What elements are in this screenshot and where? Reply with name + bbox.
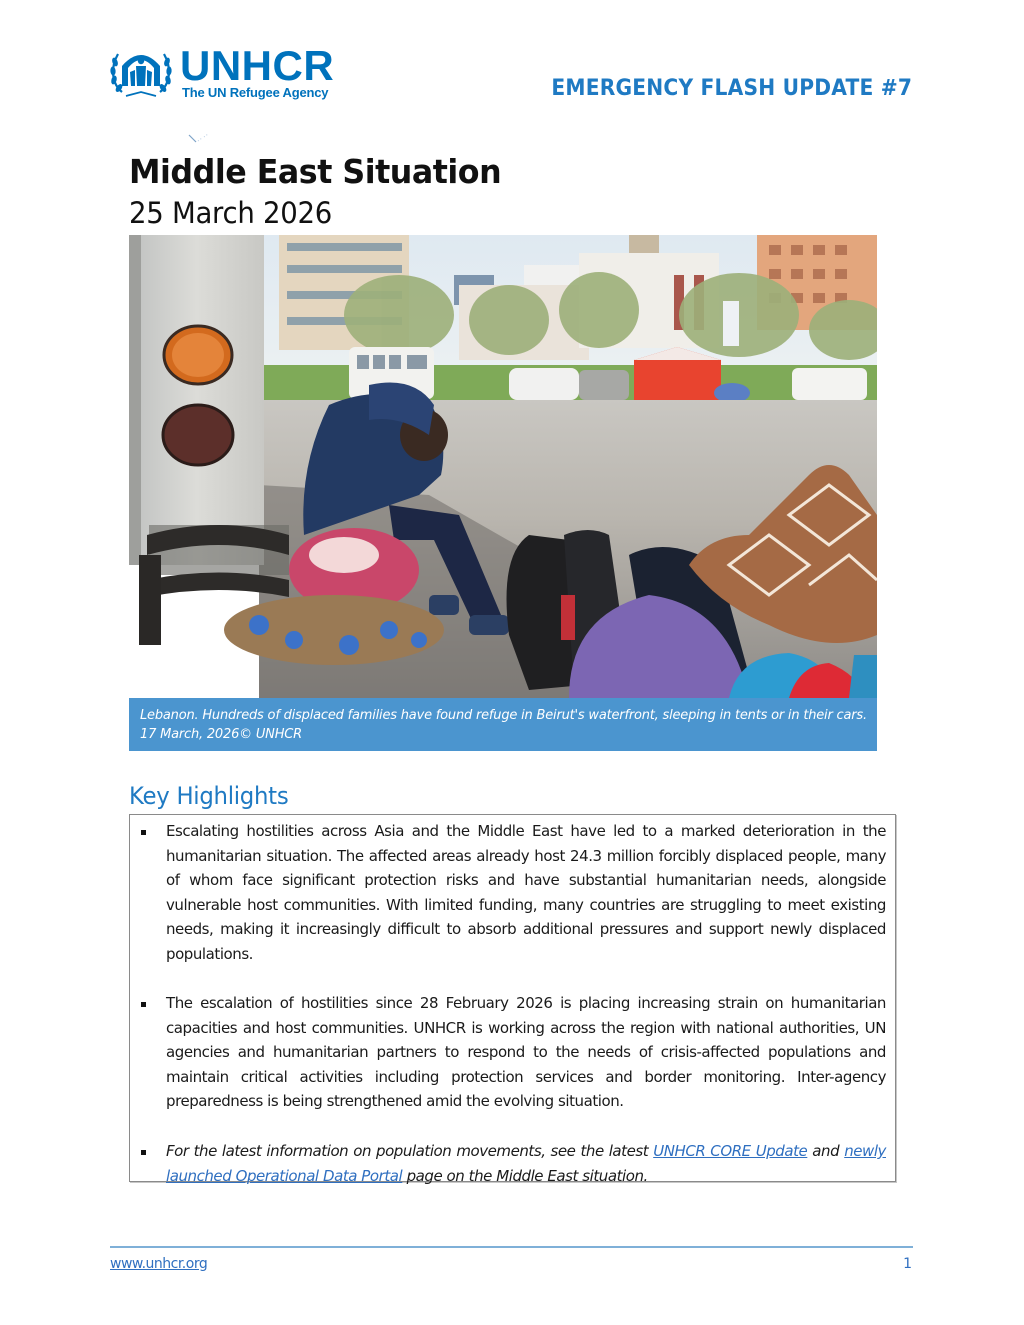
logo-tagline: The UN Refugee Agency [182, 85, 329, 100]
highlight-text [166, 1139, 886, 1188]
footer-website-link[interactable]: www.unhcr.org [110, 1256, 208, 1272]
bullet-icon [141, 1002, 146, 1007]
highlight-text: The escalation of hostilities since 28 February 2026 is placing increasing strain on humanitarian capacities and host communities. UNHCR is working across the region with national authorities, UN agencies and humanitarian partners to respond to the needs of crisis-affected populations and maintain critical activities including protection services and border monitoring. Inter-agency preparedness is being strengthened amid the evolving situation. [166, 994, 886, 1111]
photo-caption: Lebanon. Hundreds of displaced families have found refuge in Beirut's waterfront, sleeping in tents or in their cars. 17 March, 2026© UNHCR [129, 698, 877, 751]
highlight-text-after: page on the Middle East situation. [402, 1166, 648, 1185]
unhcr-emblem-icon [108, 42, 174, 104]
footer-divider [110, 1246, 913, 1248]
page-title: Middle East Situation [129, 152, 502, 191]
document-type-label: EMERGENCY FLASH UPDATE #7 [551, 76, 912, 101]
operational-data-portal-link[interactable]: newly launched Operational Data Portal [166, 1142, 886, 1185]
cover-photo [129, 235, 877, 698]
page-number: 1 [903, 1256, 912, 1272]
key-highlights-box [129, 814, 896, 1185]
highlight-text: Escalating hostilities across Asia and the Middle East have led to a marked deterioration in the humanitarian situation. The affected areas already host 24.3 million forcibly displaced people, many of whom face significant protection risks and have substantial humanitarian needs, alongside vulnerable host communities. With limited funding, many countries are struggling to meet existing needs, making it increasingly difficult to absorb additional pressures and support newly displaced populations. [166, 822, 886, 963]
logo-name: UNHCR [180, 42, 335, 89]
unhcr-core-update-link[interactable]: UNHCR CORE Update [653, 1142, 808, 1160]
highlight-text-before: For the latest information on population movements, see the latest [166, 1142, 654, 1160]
key-highlights-heading: Key Highlights [129, 782, 289, 810]
decorative-mark-icon [188, 132, 216, 146]
report-date: 25 March 2026 [129, 196, 332, 230]
cover-photo-illustration [129, 235, 877, 698]
bullet-icon [141, 830, 146, 835]
bullet-icon [141, 1150, 146, 1155]
unhcr-logo [108, 42, 358, 104]
highlight-text-middle: and [807, 1142, 845, 1160]
